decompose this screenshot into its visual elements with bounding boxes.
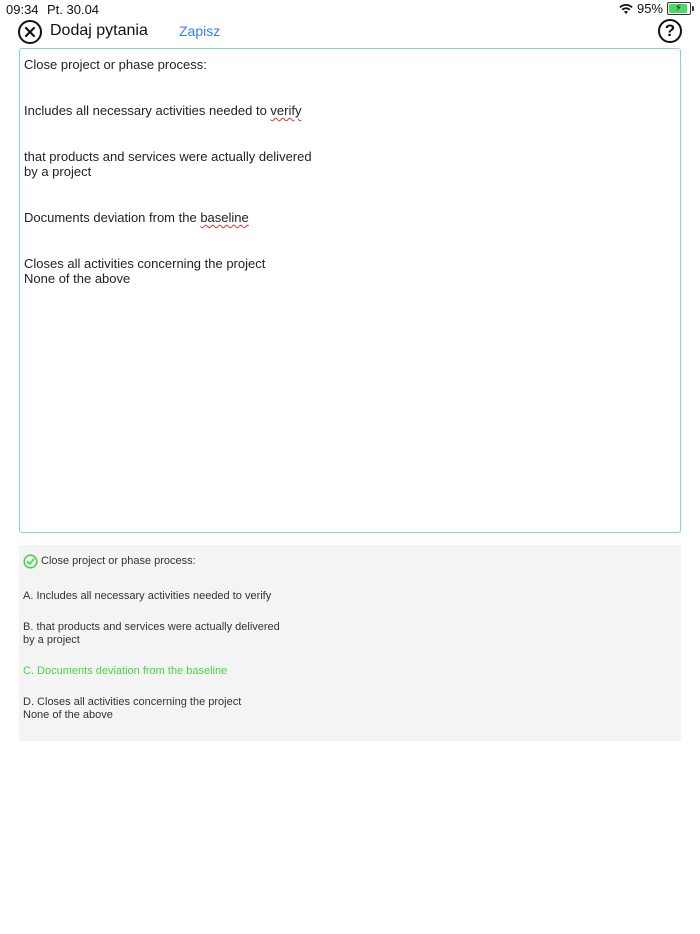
preview-answer-c-correct: C. Documents deviation from the baseline [23, 665, 228, 677]
status-date: Pt. 30.04 [47, 2, 100, 17]
close-icon [24, 26, 36, 38]
editor-question-line: Close project or phase process: [24, 57, 207, 72]
status-bar [0, 0, 700, 18]
status-indicators [619, 1, 694, 16]
battery-percent: 95% [636, 1, 663, 16]
preview-answer-a: A. Includes all necessary activities needed to verify [23, 590, 272, 602]
check-circle-icon [23, 554, 38, 569]
battery-cap [692, 6, 694, 11]
editor-answer-line-1: Includes all necessary activities needed to verify [24, 103, 302, 118]
preview-answer-d: D. Closes all activities concerning the project None of the above [23, 696, 242, 721]
spellcheck-word: verify [270, 103, 302, 118]
status-time: 09:34 [6, 2, 39, 17]
help-icon: ? [664, 21, 676, 40]
editor-answer-line-3: Documents deviation from the baseline [24, 210, 249, 225]
wifi-icon [619, 3, 633, 15]
spellcheck-word: baseline [200, 210, 249, 225]
preview-answer-b: B. that products and services were actually delivered by a project [23, 621, 280, 646]
battery-icon: ⚡ [667, 2, 691, 15]
help-button[interactable] [658, 19, 682, 43]
save-button[interactable]: Zapisz [179, 23, 221, 39]
editor-answer-line-2: that products and services were actually delivered by a project [24, 149, 312, 179]
page-title: Dodaj pytania [50, 22, 148, 39]
question-preview [19, 545, 681, 741]
preview-question [23, 554, 677, 569]
nav-bar [0, 18, 700, 46]
close-button[interactable] [18, 20, 42, 44]
editor-answer-line-4: Closes all activities concerning the project None of the above [24, 256, 266, 286]
question-editor[interactable] [19, 48, 681, 533]
preview-question-text: Close project or phase process: [41, 555, 196, 567]
